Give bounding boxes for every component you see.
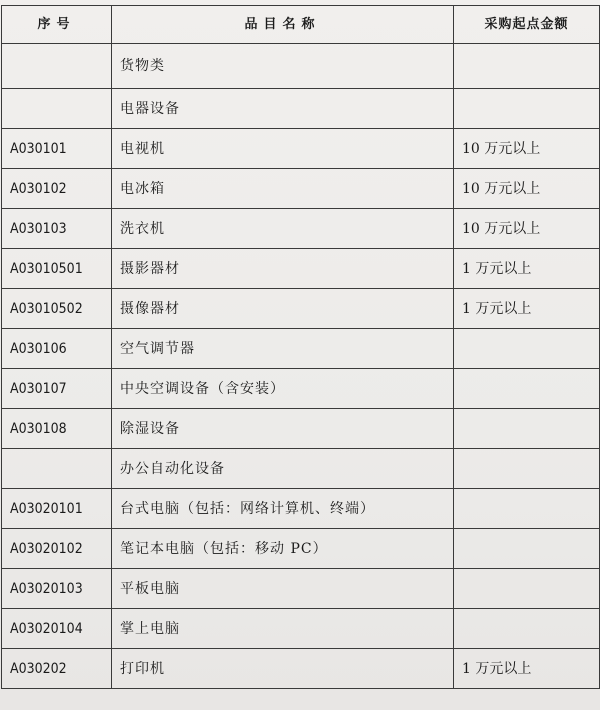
item-amount: 10 万元以上 bbox=[454, 129, 600, 169]
table-row bbox=[2, 369, 600, 409]
item-name: 平板电脑 bbox=[112, 569, 454, 609]
item-code bbox=[2, 89, 112, 129]
table-row bbox=[2, 489, 600, 529]
table-row bbox=[2, 529, 600, 569]
item-amount bbox=[454, 609, 600, 649]
item-code bbox=[2, 44, 112, 89]
item-amount: 10 万元以上 bbox=[454, 209, 600, 249]
item-name: 中央空调设备（含安装） bbox=[112, 369, 454, 409]
item-code: A030106 bbox=[2, 329, 112, 369]
item-code: A03020104 bbox=[2, 609, 112, 649]
item-amount bbox=[454, 409, 600, 449]
item-code: A030107 bbox=[2, 369, 112, 409]
item-name: 洗衣机 bbox=[112, 209, 454, 249]
table-row bbox=[2, 649, 600, 689]
item-amount bbox=[454, 44, 600, 89]
procurement-catalog-table bbox=[1, 5, 600, 689]
item-amount bbox=[454, 449, 600, 489]
item-code: A03010502 bbox=[2, 289, 112, 329]
item-code: A03020102 bbox=[2, 529, 112, 569]
item-amount bbox=[454, 569, 600, 609]
table-row bbox=[2, 89, 600, 129]
item-amount bbox=[454, 489, 600, 529]
item-amount bbox=[454, 529, 600, 569]
item-code: A030202 bbox=[2, 649, 112, 689]
header-item-name: 品目名称 bbox=[112, 6, 454, 44]
table-row bbox=[2, 449, 600, 489]
header-serial-number: 序号 bbox=[2, 6, 112, 44]
item-name: 货物类 bbox=[112, 44, 454, 89]
item-name: 台式电脑（包括：网络计算机、终端） bbox=[112, 489, 454, 529]
item-amount: 10 万元以上 bbox=[454, 169, 600, 209]
item-name: 摄像器材 bbox=[112, 289, 454, 329]
item-amount bbox=[454, 329, 600, 369]
table-row bbox=[2, 609, 600, 649]
table-row bbox=[2, 569, 600, 609]
item-amount: 1 万元以上 bbox=[454, 289, 600, 329]
item-code bbox=[2, 449, 112, 489]
item-name: 摄影器材 bbox=[112, 249, 454, 289]
item-code: A030103 bbox=[2, 209, 112, 249]
item-name: 空气调节器 bbox=[112, 329, 454, 369]
item-name: 笔记本电脑（包括：移动 PC） bbox=[112, 529, 454, 569]
item-name: 电视机 bbox=[112, 129, 454, 169]
item-amount bbox=[454, 89, 600, 129]
item-amount bbox=[454, 369, 600, 409]
item-name: 除湿设备 bbox=[112, 409, 454, 449]
item-code: A030108 bbox=[2, 409, 112, 449]
table-header-row bbox=[2, 6, 600, 44]
table-row bbox=[2, 169, 600, 209]
table-row bbox=[2, 329, 600, 369]
item-amount: 1 万元以上 bbox=[454, 649, 600, 689]
table-row bbox=[2, 44, 600, 89]
item-code: A03010501 bbox=[2, 249, 112, 289]
item-code: A03020103 bbox=[2, 569, 112, 609]
item-code: A030102 bbox=[2, 169, 112, 209]
item-name: 打印机 bbox=[112, 649, 454, 689]
table-row bbox=[2, 209, 600, 249]
table-row bbox=[2, 289, 600, 329]
item-code: A03020101 bbox=[2, 489, 112, 529]
table-row bbox=[2, 409, 600, 449]
item-name: 电器设备 bbox=[112, 89, 454, 129]
table-row bbox=[2, 129, 600, 169]
item-name: 办公自动化设备 bbox=[112, 449, 454, 489]
header-threshold-amount: 采购起点金额 bbox=[454, 6, 600, 44]
item-amount: 1 万元以上 bbox=[454, 249, 600, 289]
item-code: A030101 bbox=[2, 129, 112, 169]
item-name: 掌上电脑 bbox=[112, 609, 454, 649]
item-name: 电冰箱 bbox=[112, 169, 454, 209]
table-row bbox=[2, 249, 600, 289]
